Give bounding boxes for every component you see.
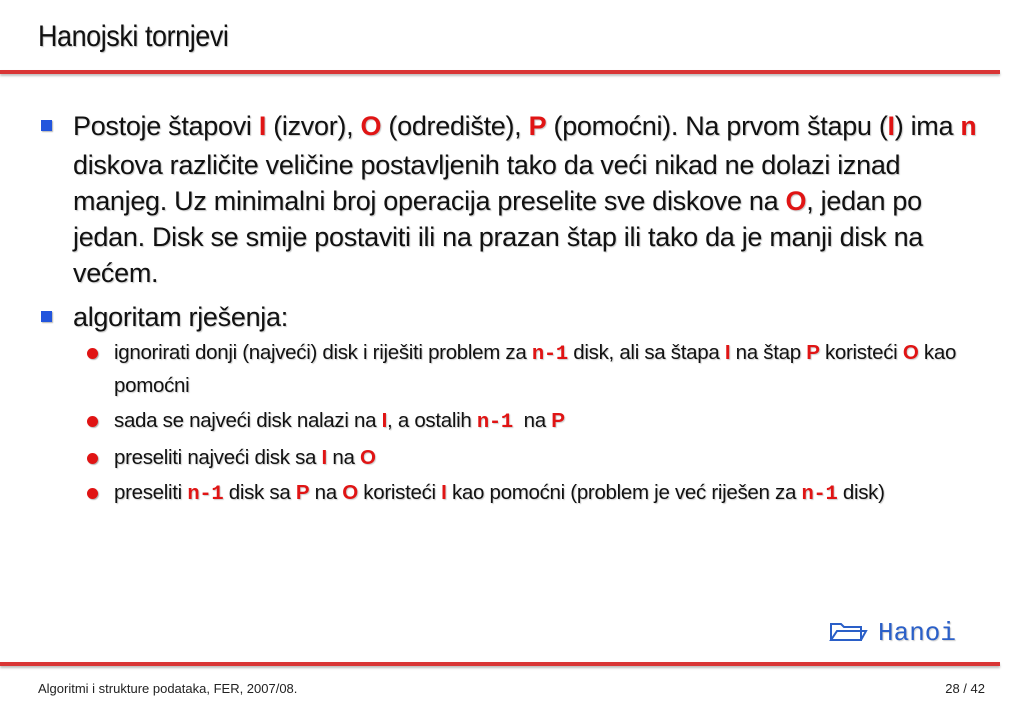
code-variable: n <box>960 114 977 144</box>
step-1 <box>38 337 998 401</box>
rod-label: I <box>441 481 447 504</box>
footer-page-number: 28 / 42 <box>945 681 985 696</box>
text: algoritam rješenja: <box>73 302 288 332</box>
code-variable: n-1 <box>801 483 838 506</box>
text: preseliti najveći disk sa <box>114 446 322 469</box>
text: koristeći <box>819 341 903 364</box>
step-2 <box>38 405 998 438</box>
rod-label: O <box>342 481 358 504</box>
footer-divider <box>0 662 1000 666</box>
hanoi-link[interactable] <box>828 618 956 648</box>
text: na <box>309 481 343 504</box>
round-bullet-icon <box>87 416 98 427</box>
round-bullet-icon <box>87 453 98 464</box>
square-bullet-icon <box>41 120 52 131</box>
text: disk sa <box>223 481 296 504</box>
text: na <box>512 409 552 432</box>
rod-label: P <box>806 341 820 364</box>
bullet-problem-statement <box>38 108 998 291</box>
rod-label: I <box>258 111 267 141</box>
folder-icon <box>828 620 868 642</box>
title-divider <box>0 70 1000 74</box>
text: kao pomoćni <box>114 341 957 397</box>
rod-label: I <box>724 341 731 364</box>
text: ignorirati donji (najveći) disk i riješiti problem za <box>114 341 532 364</box>
text: disk) <box>837 481 885 504</box>
text: (izvor), <box>266 111 361 141</box>
rod-label: I <box>321 446 327 469</box>
round-bullet-icon <box>87 348 98 359</box>
text: , a ostalih <box>387 409 477 432</box>
rod-label: O <box>360 111 382 141</box>
slide-content <box>38 108 998 514</box>
step-3 <box>38 442 998 473</box>
rod-label: O <box>785 186 807 216</box>
rod-label: I <box>381 409 388 432</box>
text: (odredište), <box>381 111 529 141</box>
text: diskova različite veličine postavljenih tako da veći nikad ne dolazi iznad manjeg. Uz minimalni broj operacija preselite sve diskove na <box>73 150 901 216</box>
text: na štap <box>730 341 807 364</box>
text: ) ima <box>894 111 961 141</box>
bullet-algorithm <box>38 299 998 335</box>
code-variable: n-1 <box>187 483 224 506</box>
text: koristeći <box>357 481 442 504</box>
text: Postoje štapovi <box>73 111 259 141</box>
text: na <box>326 446 360 469</box>
slide-title: Hanojski tornjevi <box>38 20 229 53</box>
round-bullet-icon <box>87 488 98 499</box>
hanoi-link-label[interactable]: Hanoi <box>878 618 957 648</box>
footer-course: Algoritmi i strukture podataka, FER, 2007/08. <box>38 681 298 696</box>
text: preseliti <box>114 481 188 504</box>
text: disk, ali sa štapa <box>567 341 725 364</box>
rod-label: O <box>359 446 376 469</box>
text: (pomoćni). Na prvom štapu ( <box>546 111 888 141</box>
step-4 <box>38 477 998 510</box>
code-variable: n-1 <box>476 411 513 434</box>
rod-label: O <box>902 341 919 364</box>
rod-label: P <box>528 111 547 141</box>
rod-label: P <box>551 409 565 432</box>
text: sada se najveći disk nalazi na <box>114 409 382 432</box>
rod-label: P <box>295 481 310 504</box>
rod-label: I <box>887 111 895 141</box>
code-variable: n-1 <box>531 343 568 366</box>
text: kao pomoćni (problem je već riješen za <box>446 481 802 504</box>
square-bullet-icon <box>41 311 52 322</box>
text: , jedan po jedan. Disk se smije postaviti ili na prazan štap ili tako da je manji disk na većem. <box>73 186 924 288</box>
